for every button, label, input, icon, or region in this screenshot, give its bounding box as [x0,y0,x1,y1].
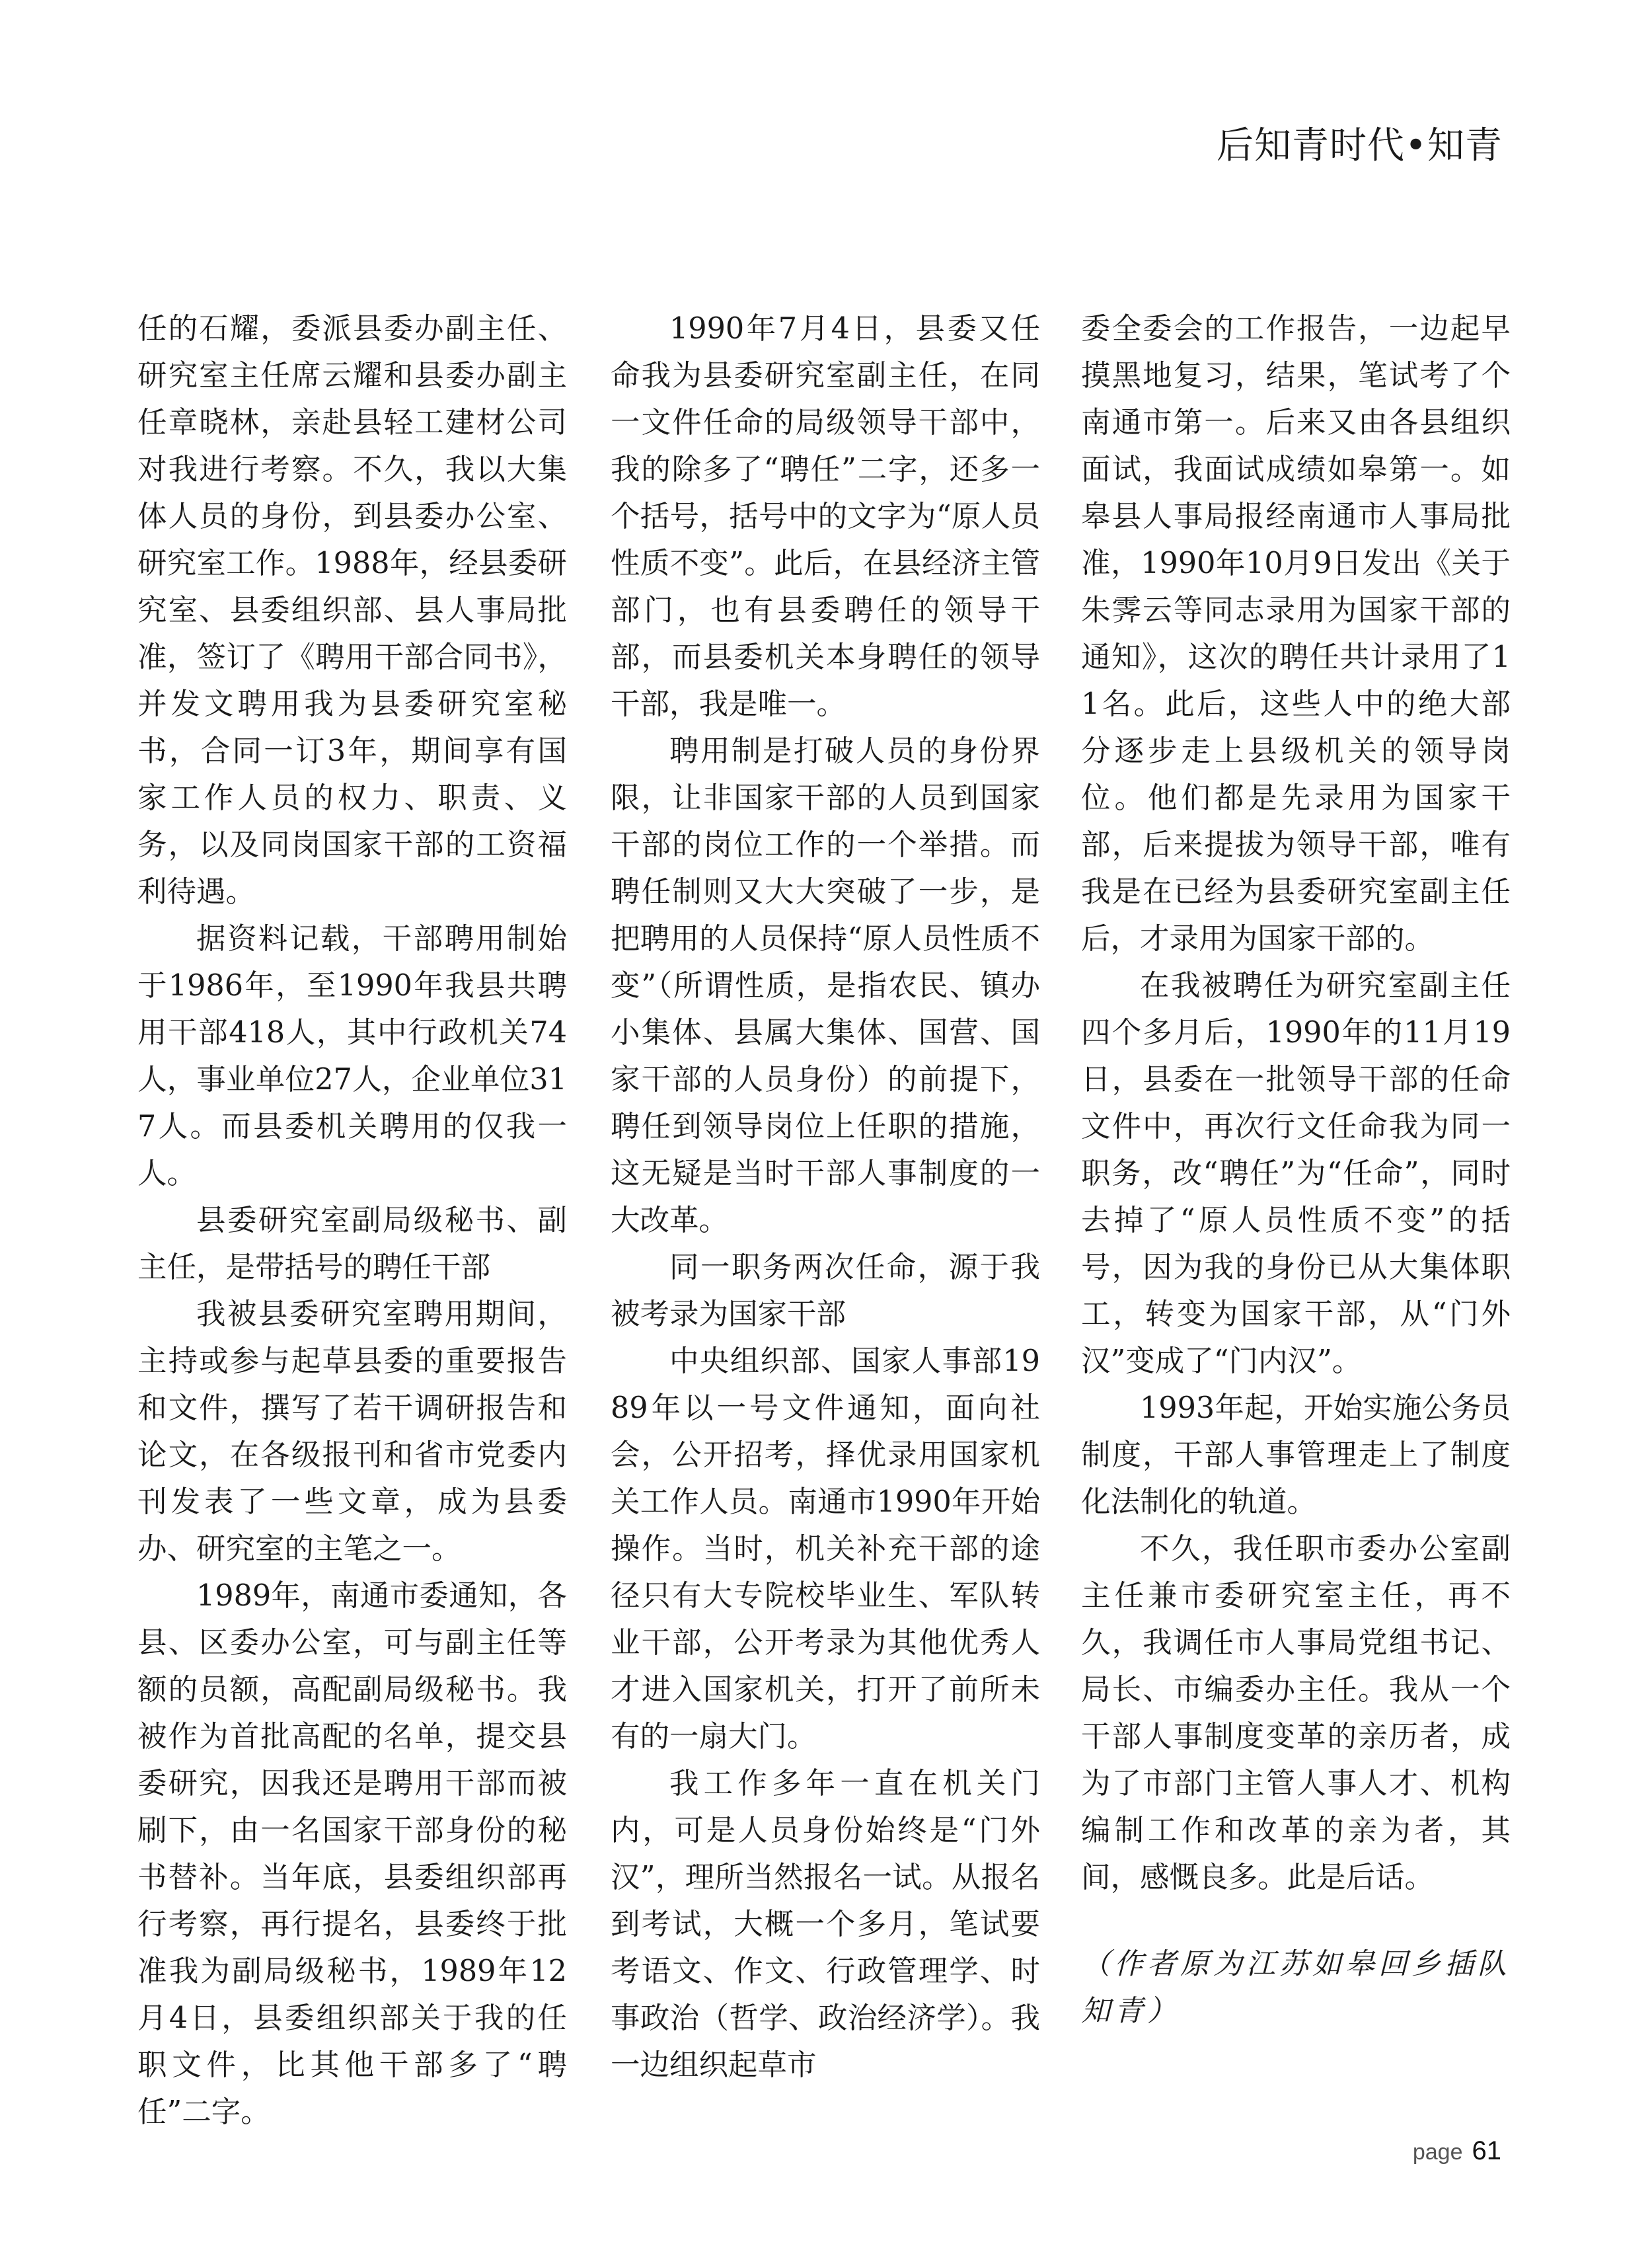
paragraph: 1990年7月4日，县委又任命我为县委研究室副主任，在同一文件任命的局级领导干部中，我的除多了“聘任”二字，还多一个括号，括号中的文字为“原人员性质不变”。此后，在县经济主管部门，也有县委聘任的领导干部，而县委机关本身聘任的领导干部，我是唯一。 [611,312,1040,721]
paragraph: 委全委会的工作报告，一边起早摸黑地复习，结果，笔试考了个南通市第一。后来又由各县组织面试，我面试成绩如皋第一。如皋县人事局报经南通市人事局批准，1990年10月9日发出《关于朱霁云等同志录用为国家干部的通知》，这次的聘任共计录用了11名。此后，这些人中的绝大部分逐步走上县级机关的领导岗位。他们都是先录用为国家干部，后来提拔为领导干部，唯有我是在已经为县委研究室副主任后，才录用为国家干部的。 [1081,312,1511,956]
page-label: page [1412,2140,1463,2165]
paragraph: 我工作多年一直在机关门内，可是人员身份始终是“门外汉”，理所当然报名一试。从报名到考试，大概一个多月，笔试要考语文、作文、行政管理学、时事政治（哲学、政治经济学）。我一边组织起草市 [611,1767,1040,2082]
text-column-3 [1081,305,1511,2034]
paragraph: 不久，我任职市委办公室副主任兼市委研究室主任，再不久，我调任市人事局党组书记、局长、市编委办主任。我从一个干部人事制度变革的亲历者，成为了市部门主管人事人才、机构编制工作和改革的亲为者，其间，感慨良多。此是后话。 [1081,1532,1511,1894]
running-header: 后知青时代•知青 [1216,124,1503,167]
paragraph: 中央组织部、国家人事部1989年以一号文件通知，面向社会，公开招考，择优录用国家机关工作人员。南通市1990年开始操作。当时，机关补充干部的途径只有大专院校毕业生、军队转业干部，公开考录为其他优秀人才进入国家机关，打开了前所未有的一扇大门。 [611,1344,1040,1754]
paragraph: 聘用制是打破人员的身份界限，让非国家干部的人员到国家干部的岗位工作的一个举措。而聘任制则又大大突破了一步，是把聘用的人员保持“原人员性质不变”（所谓性质，是指农民、镇办小集体、县属大集体、国营、国家干部的人员身份）的前提下，聘任到领导岗位上任职的措施，这无疑是当时干部人事制度的一大改革。 [611,734,1040,1237]
paragraph: 据资料记载，干部聘用制始于1986年，至1990年我县共聘用干部418人，其中行政机关74人，事业单位27人，企业单位317人。而县委机关聘用的仅我一人。 [137,922,567,1190]
page-number: 61 [1472,2136,1501,2165]
paragraph: 1989年，南通市委通知，各县、区委办公室，可与副主任等额的员额，高配副局级秘书。我被作为首批高配的名单，提交县委研究，因我还是聘用干部而被刷下，由一名国家干部身份的秘书替补。当年底，县委组织部再行考察，再行提名，县委终于批准我为副局级秘书，1989年12月4日，县委组织部关于我的任职文件，比其他干部多了“聘任”二字。 [137,1579,567,2129]
paragraph: 任的石耀，委派县委办副主任、研究室主任席云耀和县委办副主任章晓林，亲赴县轻工建材公司对我进行考察。不久，我以大集体人员的身份，到县委办公室、研究室工作。1988年，经县委研究室、县委组织部、县人事局批准，签订了《聘用干部合同书》，并发文聘用我为县委研究室秘书，合同一订3年，期间享有国家工作人员的权力、职责、义务，以及同岗国家干部的工资福利待遇。 [137,312,567,909]
section-subheading: 县委研究室副局级秘书、副主任，是带括号的聘任干部 [137,1204,567,1284]
page-footer [1413,2136,1501,2166]
text-column-1 [137,305,567,2136]
paragraph: 在我被聘任为研究室副主任四个多月后，1990年的11月19日，县委在一批领导干部的任命文件中，再次行文任命我为同一职务，改“聘任”为“任命”，同时去掉了“原人员性质不变”的括号，因为我的身份已从大集体职工，转变为国家干部，从“门外汉”变成了“门内汉”。 [1081,969,1511,1378]
author-note: （作者原为江苏如皋回乡插队知青） [1081,1947,1511,2028]
paragraph: 1993年起，开始实施公务员制度，干部人事管理走上了制度化法制化的轨道。 [1081,1391,1511,1519]
text-column-2 [611,305,1040,2089]
section-subheading: 同一职务两次任命，源于我被考录为国家干部 [611,1251,1040,1331]
paragraph: 我被县委研究室聘用期间，主持或参与起草县委的重要报告和文件，撰写了若干调研报告和论文，在各级报刊和省市党委内刊发表了一些文章，成为县委办、研究室的主笔之一。 [137,1297,567,1566]
